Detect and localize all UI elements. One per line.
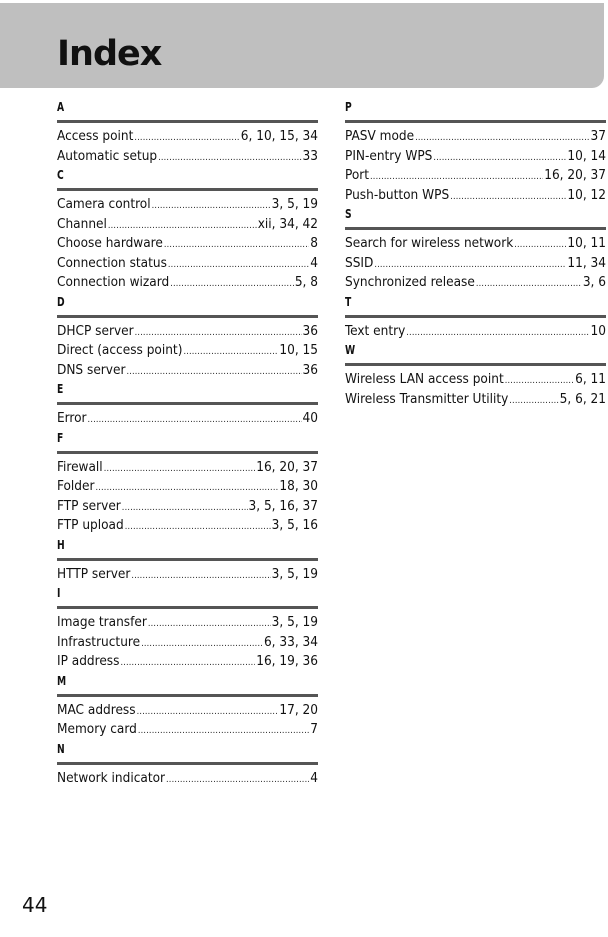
section-letter: T bbox=[345, 294, 352, 309]
entry-term: Channel bbox=[57, 215, 107, 232]
index-header-band bbox=[0, 0, 604, 88]
dot-leader bbox=[509, 392, 558, 412]
index-entry bbox=[57, 497, 318, 517]
entry-pages: 10, 14 bbox=[567, 147, 606, 164]
index-entry bbox=[57, 701, 318, 721]
entry-pages: 16, 20, 37 bbox=[544, 167, 606, 183]
entry-term: PASV mode bbox=[345, 128, 415, 144]
entry-pages: xii, 34, 42 bbox=[257, 215, 318, 232]
entry-term: DNS server bbox=[57, 361, 126, 378]
entry-term: Firewall bbox=[57, 458, 103, 475]
section-letter: H bbox=[57, 537, 65, 552]
entry-pages: 11, 34 bbox=[567, 254, 606, 271]
entry-pages: 7 bbox=[310, 721, 318, 737]
dot-leader bbox=[183, 343, 278, 363]
entry-term: Folder bbox=[57, 478, 95, 494]
entry-term: Infrastructure bbox=[57, 633, 141, 650]
entry-pages: 3, 5, 19 bbox=[271, 196, 318, 212]
section-divider bbox=[57, 120, 318, 123]
entry-pages: 6, 33, 34 bbox=[263, 633, 318, 650]
index-entry bbox=[345, 254, 606, 274]
index-entry bbox=[57, 254, 318, 274]
index-entry bbox=[57, 147, 318, 167]
section-letter: D bbox=[57, 294, 65, 309]
index-entry bbox=[345, 127, 606, 147]
entry-pages: 18, 30 bbox=[279, 478, 318, 494]
dot-leader bbox=[168, 256, 309, 276]
section-divider bbox=[57, 451, 318, 454]
dot-leader bbox=[415, 129, 589, 149]
section-divider bbox=[345, 120, 606, 123]
entry-pages: 6, 10, 15, 34 bbox=[240, 128, 318, 144]
index-entry bbox=[57, 195, 318, 215]
entry-pages: 10, 15 bbox=[279, 342, 318, 358]
index-column-right bbox=[345, 98, 606, 409]
entry-pages: 8 bbox=[310, 235, 318, 251]
entry-pages: 17, 20 bbox=[279, 701, 318, 718]
index-section-f bbox=[57, 429, 318, 536]
entry-term: Memory card bbox=[57, 721, 137, 737]
entry-term: Text entry bbox=[345, 322, 406, 339]
dot-leader bbox=[152, 197, 271, 217]
entry-pages: 4 bbox=[310, 254, 318, 271]
entry-term: Connection wizard bbox=[57, 274, 170, 290]
entry-pages: 36 bbox=[302, 361, 318, 378]
entry-term: Network indicator bbox=[57, 769, 166, 786]
section-divider bbox=[57, 188, 318, 191]
entry-term: Connection status bbox=[57, 254, 167, 271]
entry-pages: 36 bbox=[302, 322, 318, 339]
index-entry bbox=[345, 186, 606, 206]
section-divider bbox=[57, 558, 318, 561]
entry-pages: 33 bbox=[302, 147, 318, 164]
entry-pages: 3, 6 bbox=[582, 274, 606, 290]
entry-term: MAC address bbox=[57, 701, 136, 718]
dot-leader bbox=[164, 236, 309, 256]
entry-term: FTP upload bbox=[57, 517, 124, 533]
index-column-left bbox=[57, 98, 318, 788]
index-entry bbox=[57, 565, 318, 585]
section-letter: F bbox=[57, 430, 64, 445]
index-section-t bbox=[345, 293, 606, 342]
entry-term: Wireless Transmitter Utility bbox=[345, 390, 509, 407]
entry-term: IP address bbox=[57, 653, 120, 669]
index-entry bbox=[57, 215, 318, 235]
entry-pages: 40 bbox=[302, 410, 318, 426]
entry-pages: 4 bbox=[310, 769, 318, 786]
entry-pages: 3, 5, 19 bbox=[271, 614, 318, 630]
index-entry bbox=[57, 633, 318, 653]
section-divider bbox=[345, 227, 606, 230]
entry-pages: 3, 5, 16 bbox=[271, 517, 318, 533]
index-section-e bbox=[57, 380, 318, 429]
entry-pages: 10, 11 bbox=[567, 235, 606, 251]
section-divider bbox=[345, 363, 606, 366]
entry-term: Direct (access point) bbox=[57, 342, 183, 358]
entry-pages: 10, 12 bbox=[567, 186, 606, 203]
entry-pages: 37 bbox=[590, 128, 606, 144]
dot-leader bbox=[122, 499, 248, 519]
entry-term: Wireless LAN access point bbox=[345, 371, 504, 387]
section-divider bbox=[57, 315, 318, 318]
section-divider bbox=[57, 762, 318, 765]
entry-term: Error bbox=[57, 410, 87, 426]
index-entry bbox=[57, 613, 318, 633]
index-entry bbox=[345, 166, 606, 186]
entry-term: Search for wireless network bbox=[345, 235, 514, 251]
entry-term: PIN-entry WPS bbox=[345, 147, 433, 164]
index-entry bbox=[345, 273, 606, 293]
entry-term: DHCP server bbox=[57, 322, 134, 339]
section-letter: S bbox=[345, 207, 352, 221]
index-section-a bbox=[57, 98, 318, 166]
index-entry bbox=[345, 147, 606, 167]
entry-term: Port bbox=[345, 167, 370, 183]
dot-leader bbox=[514, 236, 566, 256]
entry-term: Choose hardware bbox=[57, 235, 163, 251]
index-entry bbox=[345, 234, 606, 254]
index-section-d bbox=[57, 293, 318, 381]
index-entry bbox=[57, 273, 318, 293]
section-letter: C bbox=[57, 168, 64, 182]
entry-term: FTP server bbox=[57, 497, 121, 514]
dot-leader bbox=[141, 635, 263, 655]
index-entry bbox=[345, 390, 606, 410]
index-entry bbox=[57, 652, 318, 672]
entry-term: SSID bbox=[345, 254, 374, 271]
index-entry bbox=[345, 322, 606, 342]
section-divider bbox=[57, 402, 318, 405]
index-section-w bbox=[345, 341, 606, 409]
index-section-p bbox=[345, 98, 606, 205]
entry-pages: 10 bbox=[590, 322, 606, 339]
entry-pages: 5, 8 bbox=[294, 274, 318, 290]
section-divider bbox=[345, 315, 606, 318]
index-section-m bbox=[57, 672, 318, 740]
dot-leader bbox=[104, 460, 256, 480]
index-entry bbox=[345, 370, 606, 390]
page-number: 44 bbox=[22, 893, 48, 917]
entry-term: Push-button WPS bbox=[345, 186, 450, 203]
entry-pages: 16, 19, 36 bbox=[256, 653, 318, 669]
section-divider bbox=[57, 606, 318, 609]
index-entry bbox=[57, 127, 318, 147]
dot-leader bbox=[148, 615, 271, 635]
section-letter: M bbox=[57, 673, 67, 688]
entry-pages: 16, 20, 37 bbox=[256, 458, 318, 475]
index-entry bbox=[57, 409, 318, 429]
entry-term: Automatic setup bbox=[57, 147, 158, 164]
entry-term: Access point bbox=[57, 128, 134, 144]
index-entry bbox=[57, 341, 318, 361]
section-letter: N bbox=[57, 741, 65, 756]
section-divider bbox=[57, 694, 318, 697]
entry-term: Image transfer bbox=[57, 614, 147, 630]
entry-pages: 6, 11 bbox=[575, 371, 606, 387]
index-section-n bbox=[57, 740, 318, 789]
index-section-s bbox=[345, 205, 606, 293]
dot-leader bbox=[137, 703, 279, 723]
page-title: Index bbox=[57, 34, 162, 74]
entry-pages: 3, 5, 19 bbox=[271, 565, 318, 582]
index-section-c bbox=[57, 166, 318, 293]
section-letter: W bbox=[345, 343, 356, 357]
section-letter: P bbox=[345, 100, 352, 114]
section-letter: E bbox=[57, 382, 64, 396]
index-entry bbox=[57, 769, 318, 789]
entry-pages: 3, 5, 16, 37 bbox=[248, 497, 318, 514]
section-letter: I bbox=[57, 586, 61, 600]
section-letter: A bbox=[57, 100, 65, 114]
index-entry bbox=[57, 361, 318, 381]
entry-term: Camera control bbox=[57, 196, 151, 212]
entry-pages: 5, 6, 21 bbox=[559, 390, 606, 407]
index-section-h bbox=[57, 536, 318, 585]
index-entry bbox=[57, 720, 318, 740]
dot-leader bbox=[166, 771, 309, 791]
index-entry bbox=[57, 322, 318, 342]
index-entry bbox=[57, 234, 318, 254]
entry-term: HTTP server bbox=[57, 565, 131, 582]
entry-term: Synchronized release bbox=[345, 274, 475, 290]
index-section-i bbox=[57, 584, 318, 672]
index-entry bbox=[57, 477, 318, 497]
index-entry bbox=[57, 516, 318, 536]
index-entry bbox=[57, 458, 318, 478]
